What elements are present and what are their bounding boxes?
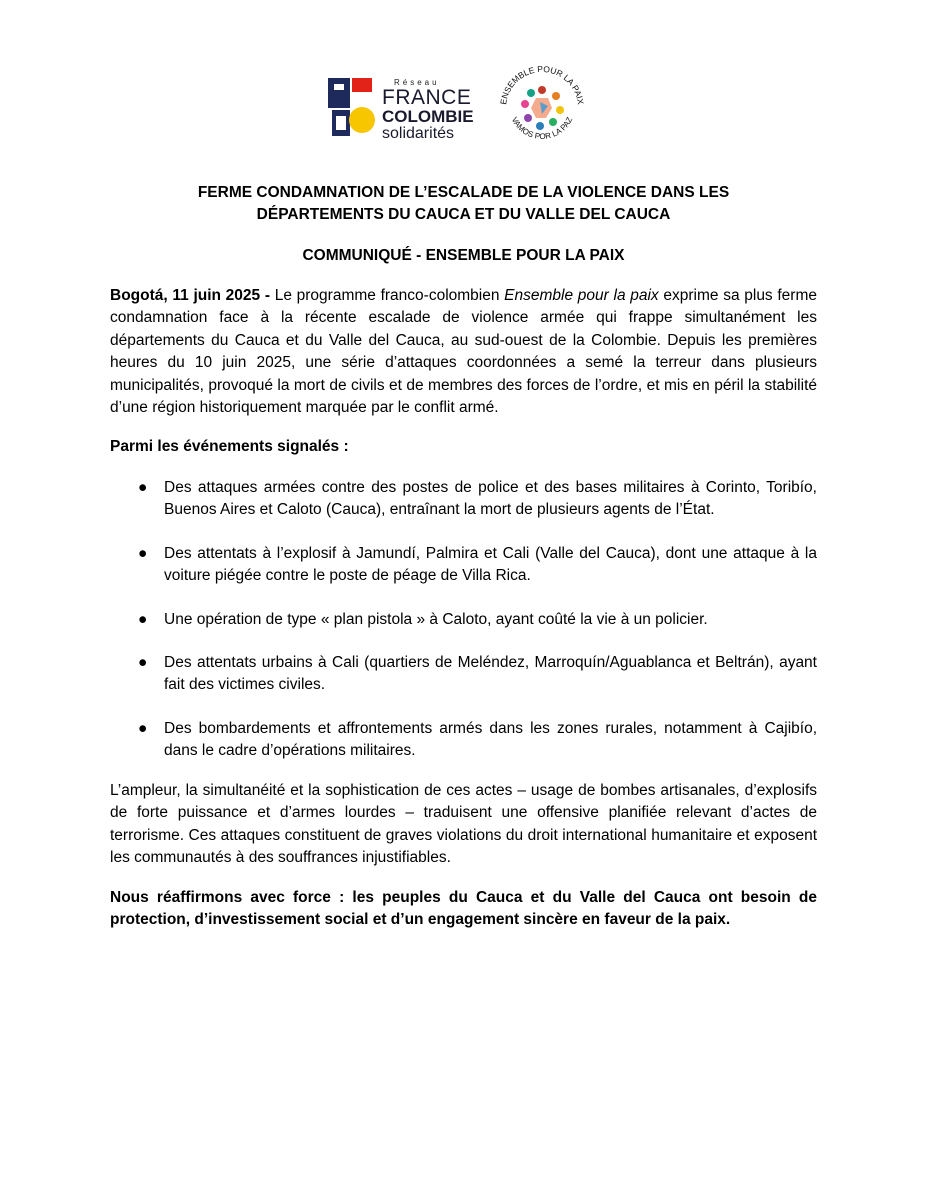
- bullet-icon: ●: [138, 654, 148, 672]
- bullet-icon: ●: [138, 479, 148, 496]
- epp-arc-bottom-text: VAMOS POR LA PAZ: [509, 115, 575, 141]
- event-text: Une opération de type « plan pistola » à Caloto, ayant coûté la vie à un policier.: [164, 610, 708, 628]
- rfc-colombie-label: COLOMBIE: [382, 107, 474, 126]
- ensemble-pour-la-paix-logo: [496, 62, 588, 154]
- header-logos: [0, 62, 927, 162]
- reseau-france-colombie-logo: [326, 76, 476, 142]
- rfc-solidarites-label: solidarités: [382, 125, 455, 142]
- rfc-emblem-icon: [326, 76, 376, 138]
- closing-statement: Nous réaffirmons avec force : les peuples du Cauca et du Valle del Cauca ont besoin de protection, d’investissement social et d’un engagement sincère en faveur de la paix.: [110, 889, 817, 929]
- rfc-reseau-label: Réseau: [394, 78, 440, 87]
- bullet-icon: ●: [138, 610, 148, 628]
- epp-arc-top-text: ENSEMBLE POUR LA PAIX: [498, 63, 586, 106]
- event-text: Des attaques armées contre des postes de police et des bases militaires à Corinto, Toribío, Buenos Aires et Caloto (Cauca), entraînant la mort de plusieurs agents de l’État.: [164, 479, 817, 519]
- event-text: Des attentats urbains à Cali (quartiers de Meléndez, Marroquín/Aguablanca et Beltrán), ayant fait des victimes civiles.: [164, 654, 817, 694]
- event-text: Des bombardements et affrontements armés dans les zones rurales, notamment à Cajibío, dans le cadre d’opérations militaires.: [164, 719, 817, 760]
- press-release-subtitle: COMMUNIQUÉ - ENSEMBLE POUR LA PAIX: [302, 247, 625, 264]
- event-text: Des attentats à l’explosif à Jamundí, Palmira et Cali (Valle del Cauca), dont une attaque à la voiture piégée contre le poste de péage de Villa Rica.: [164, 544, 817, 585]
- intro-text-b: exprime sa plus ferme condamnation face à la récente escalade de violence armée qui frappe simultanément les départements du Cauca et du Valle del Cauca, au sud-ouest de la Colombie. Depuis les premières heures du 10 juin 2025, une série d’attaques coordonnées a semé la terreur dans plusieurs municipalités, provoqué la mort de civils et de membres des forces de l’ordre, et mis en péril la stabilité d’une région historiquement marquée par le conflit armé.: [110, 287, 817, 417]
- events-heading: Parmi les événements signalés :: [110, 438, 349, 455]
- title-line-1: FERME CONDAMNATION DE L’ESCALADE DE LA VIOLENCE DANS LES: [197, 184, 730, 201]
- list-item: [110, 718, 817, 763]
- list-item: [110, 477, 817, 522]
- bullet-icon: ●: [138, 544, 148, 562]
- intro-paragraph: [110, 285, 817, 419]
- epp-people-circle-icon: [521, 86, 564, 130]
- rfc-france-label: FRANCE: [382, 86, 472, 109]
- dateline: Bogotá, 11 juin 2025 -: [110, 287, 271, 304]
- rfc-wordmark: [382, 78, 482, 142]
- title-line-2: DÉPARTEMENTS DU CAUCA ET DU VALLE DEL CAUCA: [256, 206, 671, 223]
- intro-text-a: Le programme franco-colombien: [270, 287, 505, 304]
- list-item: [110, 609, 817, 631]
- events-list: [110, 477, 817, 784]
- analysis-paragraph: L’ampleur, la simultanéité et la sophistication de ces actes – usage de bombes artisanales, d’explosifs de forte puissance et d’armes lourdes – traduisent une offensive planifiée relevant d’actes de terrorisme. Ces attaques constituent de graves violations du droit international humanitaire et exposent les communautés à des souffrances injustifiables.: [110, 782, 817, 867]
- program-name: Ensemble pour la paix: [504, 287, 659, 304]
- list-item: [110, 543, 817, 588]
- press-release-title: [110, 182, 817, 226]
- list-item: [110, 652, 817, 697]
- bullet-icon: ●: [138, 719, 148, 737]
